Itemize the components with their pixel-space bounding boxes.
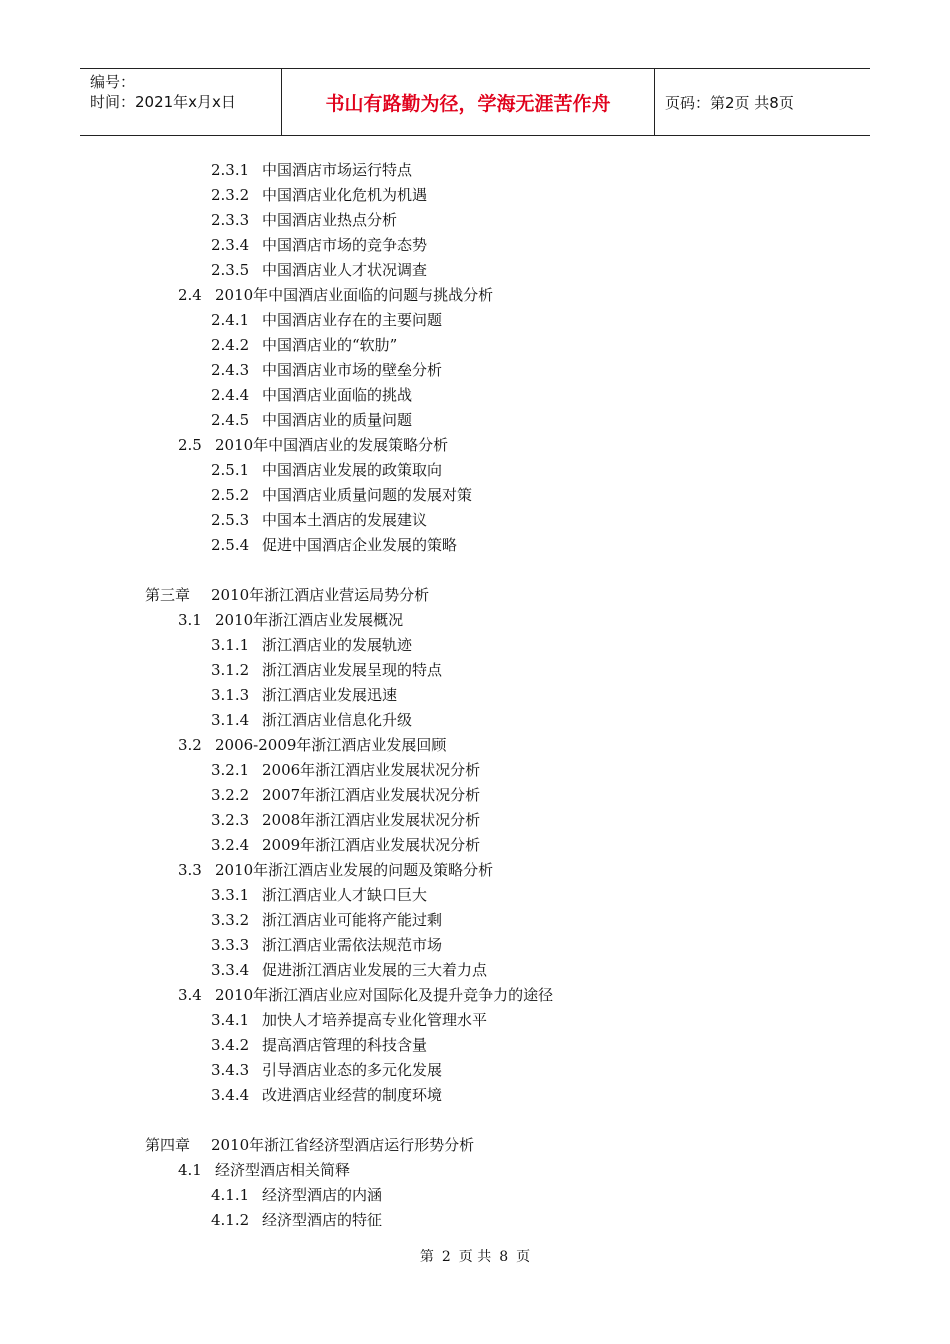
- toc-entry: [0, 658, 950, 683]
- toc-entry-number: 3.1.3: [211, 686, 250, 704]
- toc-entry-number: 3.2.4: [211, 836, 250, 854]
- toc-entry-number: 2.4.3: [211, 361, 250, 379]
- toc-entry: [0, 833, 950, 858]
- toc-entry-number: 2.3.3: [211, 211, 250, 229]
- toc-entry-number: 2.5.2: [211, 486, 250, 504]
- toc-entry-number: 2.5.4: [211, 536, 250, 554]
- toc-entry-number: 3.2.2: [211, 786, 250, 804]
- toc-entry-number: 3.2.1: [211, 761, 250, 779]
- toc-entry-title: 浙江酒店业发展呈现的特点: [262, 661, 443, 679]
- toc-entry: [0, 508, 950, 533]
- toc-entry-title: 浙江酒店业需依法规范市场: [262, 936, 443, 954]
- toc-entry: [0, 858, 950, 883]
- table-of-contents: [0, 158, 950, 1233]
- toc-entry-title: 浙江酒店业人才缺口巨大: [262, 886, 428, 904]
- toc-entry-number: 3.4.4: [211, 1086, 250, 1104]
- toc-entry-title: 浙江酒店业信息化升级: [262, 711, 413, 729]
- toc-entry-title: 经济型酒店相关简释: [215, 1161, 351, 1179]
- toc-entry-number: 2.3.5: [211, 261, 250, 279]
- page-footer: [0, 1246, 950, 1266]
- toc-entry-title: 中国酒店业市场的壁垒分析: [262, 361, 443, 379]
- toc-entry-number: 3.4.1: [211, 1011, 250, 1029]
- footer-prefix: 第: [419, 1249, 434, 1265]
- toc-entry: [0, 883, 950, 908]
- toc-entry-title: 促进浙江酒店业发展的三大着力点: [262, 961, 488, 979]
- toc-entry-title: 中国酒店业的质量问题: [262, 411, 413, 429]
- toc-entry: [0, 533, 950, 558]
- toc-entry-number: 4.1.2: [211, 1211, 250, 1229]
- header-meta: [80, 69, 282, 135]
- toc-entry-title: 2008年浙江酒店业发展状况分析: [262, 811, 481, 829]
- toc-entry-number: 3.1: [178, 611, 202, 629]
- toc-entry-number: 3.1.1: [211, 636, 250, 654]
- page-header: [80, 68, 870, 136]
- toc-entry-number: 3.2: [178, 736, 202, 754]
- time-label: 时间：2021年x月x日: [90, 93, 236, 111]
- toc-entry-number: 3.3.1: [211, 886, 250, 904]
- toc-entry-title: 2009年浙江酒店业发展状况分析: [262, 836, 481, 854]
- toc-entry-title: 中国酒店市场运行特点: [262, 161, 413, 179]
- toc-entry-number: 2.5: [178, 436, 202, 454]
- toc-entry: [0, 258, 950, 283]
- toc-entry-title: 2010年浙江酒店业发展的问题及策略分析: [215, 861, 494, 879]
- toc-entry-title: 中国酒店业的“软肋”: [262, 336, 398, 354]
- footer-suffix: 页: [516, 1249, 531, 1265]
- toc-entry-number: 3.4.3: [211, 1061, 250, 1079]
- toc-entry-number: 4.1.1: [211, 1186, 250, 1204]
- toc-entry: [0, 1158, 950, 1183]
- toc-spacer: [0, 1108, 950, 1133]
- toc-entry: [0, 458, 950, 483]
- toc-entry-number: 2.4.5: [211, 411, 250, 429]
- toc-entry: [0, 933, 950, 958]
- toc-entry-title: 2006-2009年浙江酒店业发展回顾: [215, 736, 447, 754]
- toc-entry: [0, 1058, 950, 1083]
- toc-entry-title: 2010年浙江省经济型酒店运行形势分析: [211, 1136, 475, 1154]
- toc-entry: [0, 233, 950, 258]
- toc-entry: [0, 433, 950, 458]
- toc-entry-title: 2010年中国酒店业的发展策略分析: [215, 436, 449, 454]
- toc-entry-title: 浙江酒店业可能将产能过剩: [262, 911, 443, 929]
- toc-entry: [0, 183, 950, 208]
- toc-entry: [0, 408, 950, 433]
- toc-entry-title: 2010年浙江酒店业营运局势分析: [211, 586, 430, 604]
- toc-entry-title: 中国本土酒店的发展建议: [262, 511, 428, 529]
- toc-entry-number: 2.4: [178, 286, 202, 304]
- number-label: 编号：: [90, 73, 136, 91]
- toc-entry: [0, 1183, 950, 1208]
- header-page-code: 页码：第2页 共8页: [665, 93, 794, 112]
- toc-entry-title: 引导酒店业态的多元化发展: [262, 1061, 443, 1079]
- toc-entry-number: 3.4: [178, 986, 202, 1004]
- toc-entry-title: 中国酒店业发展的政策取向: [262, 461, 443, 479]
- toc-entry: [0, 583, 950, 608]
- toc-entry-title: 促进中国酒店企业发展的策略: [262, 536, 458, 554]
- toc-entry: [0, 1083, 950, 1108]
- toc-entry: [0, 333, 950, 358]
- toc-spacer: [0, 558, 950, 583]
- toc-entry-number: 第三章: [145, 586, 191, 604]
- toc-entry-number: 4.1: [178, 1161, 202, 1179]
- toc-entry: [0, 758, 950, 783]
- toc-entry: [0, 733, 950, 758]
- toc-entry-title: 中国酒店业质量问题的发展对策: [262, 486, 473, 504]
- toc-entry-number: 3.1.2: [211, 661, 250, 679]
- toc-entry-title: 中国酒店业化危机为机遇: [262, 186, 428, 204]
- toc-entry-number: 3.3.4: [211, 961, 250, 979]
- toc-entry: [0, 1033, 950, 1058]
- toc-entry-title: 浙江酒店业的发展轨迹: [262, 636, 413, 654]
- footer-mid: 页 共: [458, 1249, 492, 1265]
- toc-entry-title: 提高酒店管理的科技含量: [262, 1036, 428, 1054]
- toc-entry: [0, 358, 950, 383]
- toc-entry-title: 中国酒店市场的竞争态势: [262, 236, 428, 254]
- footer-total-pages: 8: [499, 1249, 509, 1265]
- toc-entry-number: 2.5.1: [211, 461, 250, 479]
- toc-entry-number: 2.3.4: [211, 236, 250, 254]
- toc-entry-number: 2.4.2: [211, 336, 250, 354]
- toc-entry: [0, 908, 950, 933]
- toc-entry-number: 3.1.4: [211, 711, 250, 729]
- toc-entry: [0, 1133, 950, 1158]
- toc-entry-number: 2.4.4: [211, 386, 250, 404]
- toc-entry-title: 2007年浙江酒店业发展状况分析: [262, 786, 481, 804]
- toc-entry: [0, 1008, 950, 1033]
- toc-entry-number: 2.5.3: [211, 511, 250, 529]
- toc-entry-number: 2.3.2: [211, 186, 250, 204]
- toc-entry-title: 2006年浙江酒店业发展状况分析: [262, 761, 481, 779]
- toc-entry-number: 3.3.3: [211, 936, 250, 954]
- toc-entry-title: 2010年浙江酒店业应对国际化及提升竞争力的途径: [215, 986, 554, 1004]
- toc-entry: [0, 708, 950, 733]
- toc-entry-title: 加快人才培养提高专业化管理水平: [262, 1011, 488, 1029]
- toc-entry: [0, 783, 950, 808]
- footer-page-number: 2: [441, 1249, 451, 1265]
- toc-entry: [0, 283, 950, 308]
- toc-entry: [0, 483, 950, 508]
- toc-entry: [0, 983, 950, 1008]
- toc-entry-number: 3.4.2: [211, 1036, 250, 1054]
- toc-entry-title: 2010年中国酒店业面临的问题与挑战分析: [215, 286, 494, 304]
- toc-entry-number: 第四章: [145, 1136, 191, 1154]
- toc-entry-title: 经济型酒店的特征: [262, 1211, 383, 1229]
- toc-entry-title: 中国酒店业热点分析: [262, 211, 398, 229]
- toc-entry: [0, 958, 950, 983]
- toc-entry-number: 3.3: [178, 861, 202, 879]
- toc-entry-number: 3.3.2: [211, 911, 250, 929]
- toc-entry: [0, 633, 950, 658]
- toc-entry: [0, 608, 950, 633]
- toc-entry: [0, 1208, 950, 1233]
- toc-entry-title: 中国酒店业面临的挑战: [262, 386, 413, 404]
- toc-entry: [0, 308, 950, 333]
- toc-entry-number: 2.4.1: [211, 311, 250, 329]
- toc-entry: [0, 683, 950, 708]
- header-motto: 书山有路勤为径，学海无涯苦作舟: [282, 69, 655, 135]
- toc-entry: [0, 808, 950, 833]
- toc-entry-title: 中国酒店业人才状况调查: [262, 261, 428, 279]
- toc-entry-number: 3.2.3: [211, 811, 250, 829]
- toc-entry: [0, 158, 950, 183]
- toc-entry: [0, 383, 950, 408]
- toc-entry: [0, 208, 950, 233]
- toc-entry-title: 2010年浙江酒店业发展概况: [215, 611, 404, 629]
- toc-entry-title: 中国酒店业存在的主要问题: [262, 311, 443, 329]
- toc-entry-number: 2.3.1: [211, 161, 250, 179]
- toc-entry-title: 浙江酒店业发展迅速: [262, 686, 398, 704]
- toc-entry-title: 改进酒店业经营的制度环境: [262, 1086, 443, 1104]
- toc-entry-title: 经济型酒店的内涵: [262, 1186, 383, 1204]
